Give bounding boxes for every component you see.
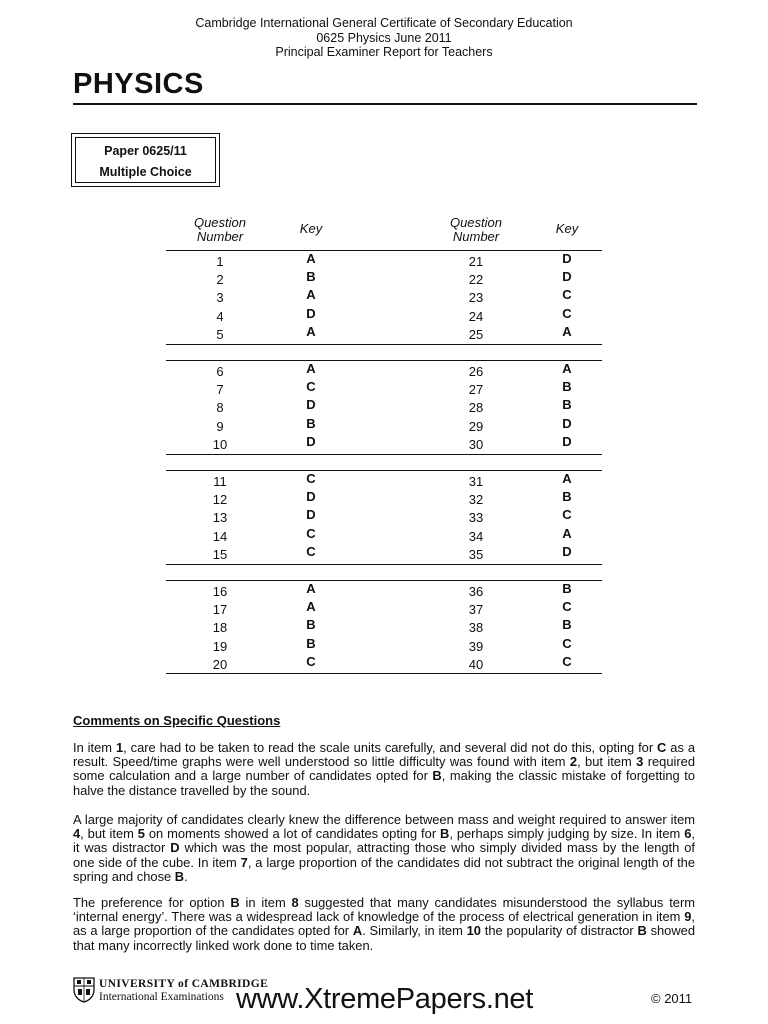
answer-key-cell: D	[306, 305, 316, 321]
table-rule	[166, 250, 602, 251]
question-number-cell: 26	[468, 364, 484, 379]
answer-key-cell: A	[306, 361, 316, 376]
question-number-cell: 5	[216, 326, 224, 342]
question-number-cell: 1	[216, 254, 224, 269]
answer-key-cell: C	[306, 379, 316, 395]
question-number-cell: 20	[212, 656, 228, 672]
report-header	[0, 16, 768, 60]
question-number-cell: 32	[468, 492, 484, 508]
answer-key-cell: A	[562, 323, 572, 339]
answer-key-cell: D	[562, 433, 572, 449]
answer-key-cell: C	[562, 507, 572, 523]
table-rule	[166, 344, 602, 345]
key-header-right: Key	[555, 221, 579, 236]
comment-paragraph: A large majority of candidates clearly knew the difference between mass and weight required to answer item 4, but item 5 on moments showed a lot of candidates opting for B, perhaps simply judging by size. In item 6, it was distractor D which was the most popular, attracting those who simply divided mass by the length of one side of the cube. In item 7, a large proportion of the candidates did not subtract the original length of the spring and chose B.	[73, 812, 695, 884]
question-number-cell: 30	[468, 436, 484, 452]
question-number-cell: 15	[212, 546, 228, 562]
question-number-cell: 38	[468, 620, 484, 636]
header-line-2: 0625 Physics June 2011	[316, 30, 452, 45]
question-number-cell: 28	[468, 400, 484, 416]
question-number-cell: 13	[212, 510, 228, 526]
question-number-cell: 21	[468, 254, 484, 269]
question-number-cell: 37	[468, 602, 484, 618]
answer-key-cell: A	[306, 599, 316, 615]
table-rule	[166, 360, 602, 361]
logo-examinations-name: International Examinations	[99, 991, 224, 1003]
question-number-cell: 18	[212, 620, 228, 636]
question-number-cell: 29	[468, 418, 484, 434]
question-number-cell: 27	[468, 382, 484, 398]
answer-key-cell: B	[562, 397, 572, 413]
question-number-cell: 22	[468, 272, 484, 288]
question-number-cell: 33	[468, 510, 484, 526]
answer-key-cell: D	[306, 433, 316, 449]
answer-key-cell: B	[306, 635, 316, 651]
question-number-cell: 14	[212, 528, 228, 544]
answer-key-cell: C	[562, 653, 572, 669]
cambridge-logo	[73, 977, 269, 1007]
answer-key-cell: D	[562, 251, 572, 266]
table-rule	[166, 673, 602, 674]
answer-key-cell: B	[562, 489, 572, 505]
answer-key-cell: A	[306, 323, 316, 339]
comment-paragraph: The preference for option B in item 8 suggested that many candidates misunderstood the syllabus term ‘internal energy’. There was a widespread lack of knowledge of the process of electrical generation in item 9, as a large proportion of the candidates opted for A. Similarly, in item 10 the popularity of distractor B showed that many incorrectly linked work done to time taken.	[73, 895, 695, 953]
question-number-header-left: Question Number	[193, 215, 247, 244]
question-number-cell: 10	[212, 436, 228, 452]
answer-key-cell: A	[562, 361, 572, 376]
question-number-cell: 35	[468, 546, 484, 562]
answer-key-cell: C	[306, 525, 316, 541]
comment-paragraph: In item 1, care had to be taken to read the scale units carefully, and several did not do this, opting for C as a result. Speed/time graphs were well understood so little difficulty was found with item 2, but item 3 required some calculation and a large number of candidates opted for B, making the classic mistake of forgetting to halve the distance travelled by the sound.	[73, 740, 695, 798]
question-number-cell: 17	[212, 602, 228, 618]
copyright: © 2011	[651, 991, 693, 1006]
answer-key-cell: D	[562, 543, 572, 559]
answer-key-cell: C	[562, 287, 572, 303]
header-line-1: Cambridge International General Certificate of Secondary Education	[195, 16, 573, 30]
answer-key-cell: C	[306, 471, 316, 486]
header-line-3: Principal Examiner Report for Teachers	[275, 45, 493, 59]
question-number-cell: 39	[468, 638, 484, 654]
paper-type: Multiple Choice	[99, 165, 192, 179]
question-number-cell: 4	[216, 308, 224, 324]
key-header-left: Key	[299, 221, 323, 236]
answer-key-cell: B	[306, 617, 316, 633]
answer-key-cell: C	[562, 599, 572, 615]
watermark-link[interactable]: www.XtremePapers.net	[236, 983, 534, 1015]
answer-key-cell: D	[306, 507, 316, 523]
question-number-cell: 19	[212, 638, 228, 654]
logo-university-name: UNIVERSITY of CAMBRIDGE	[99, 978, 269, 990]
question-number-cell: 34	[468, 528, 484, 544]
page-title: PHYSICS	[73, 68, 204, 100]
question-number-cell: 12	[212, 492, 228, 508]
question-number-cell: 7	[216, 382, 224, 398]
question-number-cell: 40	[468, 656, 484, 672]
answer-key-cell: D	[562, 269, 572, 285]
answer-key-cell: B	[562, 617, 572, 633]
question-number-cell: 2	[216, 272, 224, 288]
table-rule	[166, 470, 602, 471]
table-rule	[166, 580, 602, 581]
answer-key-cell: B	[562, 581, 572, 596]
answer-key-cell: A	[306, 251, 316, 266]
question-number-cell: 36	[468, 584, 484, 599]
cambridge-crest-icon	[73, 977, 95, 1003]
table-rule	[166, 454, 602, 455]
answer-key-cell: D	[306, 489, 316, 505]
title-divider	[73, 103, 697, 105]
question-number-cell: 9	[216, 418, 224, 434]
answer-key-cell: A	[306, 581, 316, 596]
comments-heading: Comments on Specific Questions	[73, 713, 281, 728]
paper-box	[71, 133, 220, 187]
question-number-cell: 6	[216, 364, 224, 379]
table-rule	[166, 564, 602, 565]
question-number-cell: 25	[468, 326, 484, 342]
answer-key-cell: B	[306, 415, 316, 431]
question-number-cell: 8	[216, 400, 224, 416]
answer-key-cell: B	[306, 269, 316, 285]
question-number-header-right: Question Number	[449, 215, 503, 244]
answer-key-cell: A	[306, 287, 316, 303]
answer-key-cell: A	[562, 471, 572, 486]
answer-key-cell: B	[562, 379, 572, 395]
answer-key-cell: C	[562, 635, 572, 651]
answer-key-cell: C	[562, 305, 572, 321]
answer-key-cell: D	[562, 415, 572, 431]
answer-key-cell: C	[306, 543, 316, 559]
question-number-cell: 24	[468, 308, 484, 324]
answer-key-cell: C	[306, 653, 316, 669]
question-number-cell: 16	[212, 584, 228, 599]
answer-key-cell: A	[562, 525, 572, 541]
answer-key-cell: D	[306, 397, 316, 413]
question-number-cell: 31	[468, 474, 484, 489]
question-number-cell: 11	[213, 474, 227, 489]
question-number-cell: 3	[216, 290, 224, 306]
question-number-cell: 23	[468, 290, 484, 306]
paper-number: Paper 0625/11	[104, 144, 187, 158]
